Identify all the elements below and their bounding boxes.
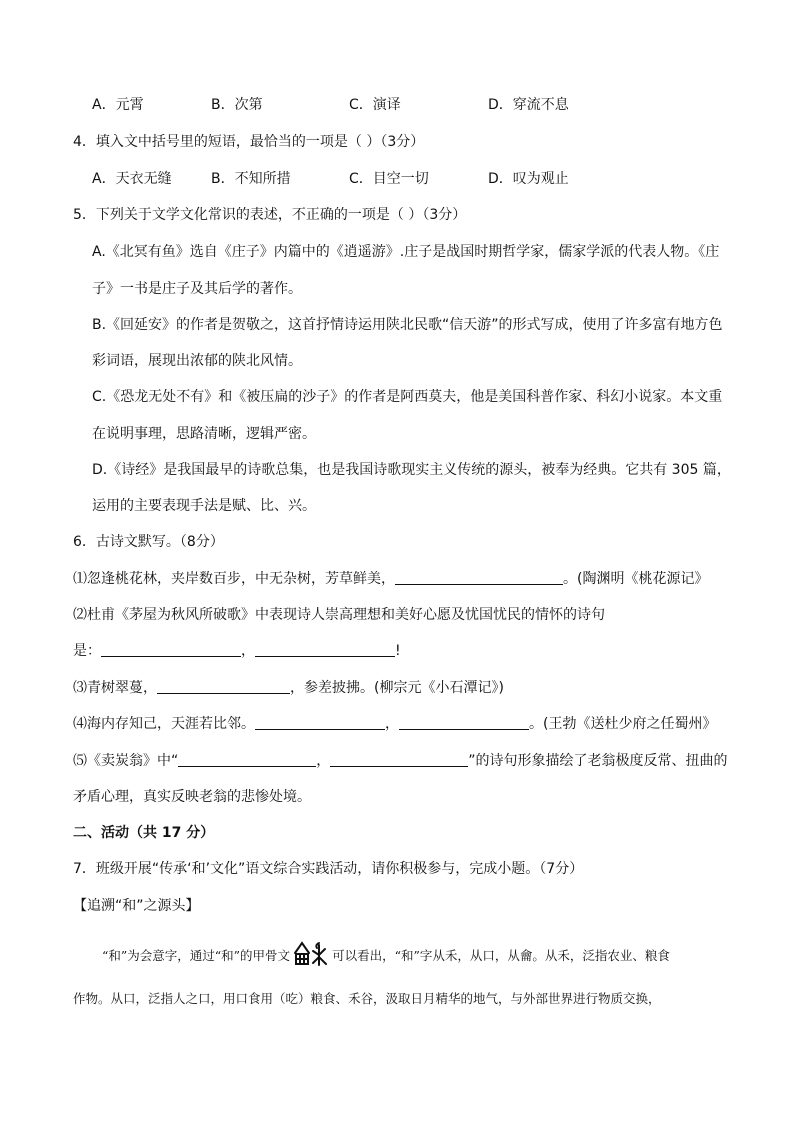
q7-subheading: 【追溯“和”之源头】 bbox=[73, 898, 200, 914]
answer-blank[interactable] bbox=[255, 715, 385, 730]
q7-paragraph-line1 bbox=[102, 941, 670, 967]
q3-option-c: C．演译 bbox=[349, 97, 401, 113]
answer-blank[interactable] bbox=[395, 570, 563, 585]
q3-option-d: D．穿流不息 bbox=[488, 97, 569, 113]
answer-blank[interactable] bbox=[399, 715, 529, 730]
q5-option-a-line1: A.《北冥有鱼》选自《庄子》内篇中的《逍遥游》.庄子是战国时期哲学家，儒家学派的代表人物。《庄 bbox=[92, 244, 720, 260]
answer-blank[interactable] bbox=[157, 679, 290, 694]
section-heading: 二、活动（共 17 分） bbox=[73, 825, 215, 841]
q6-stem: 6．古诗文默写。（8分） bbox=[73, 534, 224, 550]
q3-option-b: B．次第 bbox=[211, 97, 263, 113]
q6-item1-source: 。(陶渊明《桃花源记》 bbox=[563, 571, 709, 587]
q5-option-b-line2: 彩词语，展现出浓郁的陕北风情。 bbox=[92, 353, 302, 369]
q6-item2-end: ! bbox=[395, 643, 401, 659]
q6-item5-tail: ”的诗句形象描绘了老翁极度反常、扭曲的 bbox=[468, 753, 728, 769]
q5-option-c-line1: C.《恐龙无处不有》和《被压扁的沙子》的作者是阿西莫夫，他是美国科普作家、科幻小说家。本文重 bbox=[92, 389, 723, 405]
q6-item4-text: ⑷海内存知己，天涯若比邻。 bbox=[73, 716, 255, 732]
q4-option-b: B．不知所措 bbox=[211, 171, 291, 187]
q3-option-a: A．元霄 bbox=[92, 97, 144, 113]
q7-stem: 7．班级开展“传承‘和’文化”语文综合实践活动，请你积极参与，完成小题。（7分） bbox=[73, 861, 584, 877]
q6-item2-line2 bbox=[73, 642, 401, 660]
answer-blank[interactable] bbox=[178, 752, 316, 767]
q4-option-c: C．目空一切 bbox=[349, 171, 429, 187]
q6-item3-text: ⑶青树翠蔓， bbox=[73, 680, 157, 696]
q5-option-a-line2: 子》一书是庄子及其后学的著作。 bbox=[92, 281, 302, 297]
q6-item2-prefix: 是： bbox=[73, 643, 101, 659]
q4-stem: 4．填入文中括号里的短语，最恰当的一项是（ ）（3分） bbox=[73, 134, 425, 150]
q7-paragraph-line2: 作物。从口，泛指人之口，用口食用（吃）粮食、禾谷，汲取日月精华的地气，与外部世界进行物质交换， bbox=[73, 991, 661, 1006]
q6-item3-source: ，参差披拂。(柳宗元《小石潭记》) bbox=[290, 680, 504, 696]
q6-item3 bbox=[73, 679, 504, 697]
q7-paragraph-text-b: 可以看出，“和”字从禾，从口，从龠。从禾，泛指农业、粮食 bbox=[332, 948, 670, 963]
q6-item1-text: ⑴忽逢桃花林，夹岸数百步，中无杂树，芳草鲜美， bbox=[73, 571, 395, 587]
q5-option-b-line1: B.《回延安》的作者是贺敬之，这首抒情诗运用陕北民歌“信天游”的形式写成，使用了许多富有地方色 bbox=[92, 317, 723, 333]
q5-option-d-line2: 运用的主要表现手法是赋、比、兴。 bbox=[92, 498, 316, 514]
q6-item4-source: 。(王勃《送杜少府之任蜀州》 bbox=[529, 716, 717, 732]
oracle-bone-he-glyph bbox=[293, 941, 329, 967]
q6-item1 bbox=[73, 570, 708, 588]
q6-item5-line2: 矛盾心理，真实反映老翁的悲惨处境。 bbox=[73, 789, 311, 805]
q4-option-d: D．叹为观止 bbox=[488, 171, 569, 187]
q6-item2-line1: ⑵杜甫《茅屋为秋风所破歌》中表现诗人崇高理想和美好心愿及忧国忧民的情怀的诗句 bbox=[73, 607, 605, 623]
q5-option-d-line1: D.《诗经》是我国最早的诗歌总集，也是我国诗歌现实主义传统的源头，被奉为经典。它共有 305 篇， bbox=[92, 462, 731, 478]
q5-stem: 5．下列关于文学文化常识的表述，不正确的一项是（ ）（3分） bbox=[73, 207, 467, 223]
q4-option-a: A．天衣无缝 bbox=[92, 171, 172, 187]
q6-item5-text: ⑸《卖炭翁》中“ bbox=[73, 753, 179, 769]
q6-item4 bbox=[73, 715, 716, 733]
q6-item5-line1 bbox=[73, 752, 728, 770]
q7-paragraph-text-a: “和”为会意字，通过“和”的甲骨文 bbox=[102, 948, 291, 963]
q6-item2-sep: ， bbox=[241, 643, 255, 659]
answer-blank[interactable] bbox=[101, 642, 241, 657]
answer-blank[interactable] bbox=[330, 752, 468, 767]
q5-option-c-line2: 在说明事理，思路清晰，逻辑严密。 bbox=[92, 426, 316, 442]
q6-item5-sep: ， bbox=[316, 753, 331, 769]
q6-item4-sep: ， bbox=[385, 716, 399, 732]
answer-blank[interactable] bbox=[255, 642, 395, 657]
